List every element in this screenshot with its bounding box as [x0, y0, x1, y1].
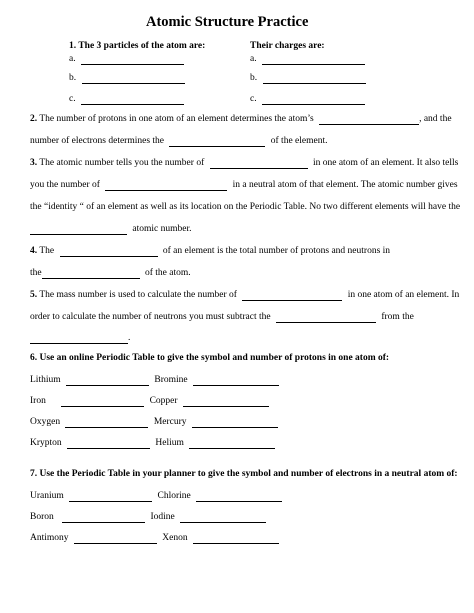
q3-line-4: [30, 223, 191, 235]
q1-particle-a-field[interactable]: [81, 54, 184, 65]
q7-element-antimony: Antimony: [30, 533, 69, 543]
page-title: Atomic Structure Practice: [146, 14, 309, 30]
q1-charge-b: [250, 72, 366, 84]
q3-line-3: the “identity “ of an element as well as its location on the Periodic Table. No two different elements will have the: [30, 202, 461, 212]
q7-element-boron: Boron: [30, 512, 54, 522]
q2-text-1a: The number of protons in one atom of an element determines the atom’s: [39, 114, 314, 124]
q1-charge-c: [250, 93, 365, 105]
q4-blank-2[interactable]: [42, 268, 140, 279]
q5-blank-2[interactable]: [276, 312, 376, 323]
q7-uranium-field[interactable]: [69, 491, 152, 502]
q1-header: 1. The 3 particles of the atom are:: [69, 41, 206, 51]
q6-bromine-field[interactable]: [193, 375, 279, 386]
q1-letter-c: c.: [69, 94, 76, 104]
q3-line-1: [30, 157, 458, 169]
q3-blank-2[interactable]: [105, 180, 227, 191]
q3-text-1b: in one atom of an element. It also tells: [312, 158, 459, 168]
q6-row-1: [30, 374, 279, 386]
q2-line-1: [30, 113, 452, 125]
q1-charge-letter-b: b.: [250, 73, 258, 83]
q2-text-2a: number of electrons determines the: [30, 136, 165, 146]
q1-charge-b-field[interactable]: [263, 73, 366, 84]
q6-row-4: [30, 437, 275, 449]
q1-letter-b: b.: [69, 73, 77, 83]
q5-blank-1[interactable]: [242, 290, 342, 301]
q2-line-2: [30, 135, 327, 147]
q6-element-helium: Helium: [155, 438, 184, 448]
q1-charges-header: Their charges are:: [250, 41, 325, 51]
q5-text-1c: In: [451, 290, 460, 300]
q6-copper-field[interactable]: [183, 396, 269, 407]
q1-letter-a: a.: [69, 54, 76, 64]
q7-boron-field[interactable]: [62, 512, 145, 523]
q2-number: 2.: [30, 114, 38, 124]
q5-text-2c: from the: [381, 312, 414, 322]
q7-chlorine-field[interactable]: [196, 491, 282, 502]
q6-element-lithium: Lithium: [30, 375, 61, 385]
q6-helium-field[interactable]: [189, 438, 275, 449]
q7-element-chlorine: Chlorine: [157, 491, 191, 501]
q3-number: 3.: [30, 158, 38, 168]
q4-text-1b: of an element is the total number of protons and neutrons in: [162, 246, 391, 256]
q5-line-3: [30, 332, 130, 344]
q1-charge-a: [250, 53, 365, 65]
q7-element-xenon: Xenon: [162, 533, 188, 543]
q4-line-2: [30, 267, 191, 279]
q1-particle-b-field[interactable]: [82, 73, 185, 84]
q6-element-mercury: Mercury: [153, 417, 187, 427]
q2-text-1b: , and the: [419, 114, 452, 124]
q6-element-bromine: Bromine: [154, 375, 188, 385]
q2-blank-1[interactable]: [319, 114, 419, 125]
q7-element-iodine: Iodine: [150, 512, 175, 522]
q1-charge-a-field[interactable]: [262, 54, 365, 65]
q6-header: 6. Use an online Periodic Table to give the symbol and number of protons in one atom of:: [30, 353, 390, 363]
q6-oxygen-field[interactable]: [65, 417, 148, 428]
q6-krypton-field[interactable]: [67, 438, 150, 449]
q6-lithium-field[interactable]: [66, 375, 149, 386]
q3-blank-3[interactable]: [30, 224, 127, 235]
q5-text-1b: in one atom of an element.: [347, 290, 449, 300]
q6-row-3: [30, 416, 278, 428]
q4-line-1: [30, 245, 390, 257]
q4-text-1a: The: [39, 246, 55, 256]
q7-iodine-field[interactable]: [180, 512, 266, 523]
q3-text-2b: in a neutral atom of that element. The atomic number gives: [232, 180, 458, 190]
q6-mercury-field[interactable]: [192, 417, 278, 428]
q1-particle-a: [69, 53, 184, 65]
q5-text-3b: .: [128, 333, 131, 343]
q6-row-2: [30, 395, 269, 407]
q7-element-uranium: Uranium: [30, 491, 64, 501]
q7-row-1: [30, 490, 282, 502]
q5-text-2b: order to calculate the number of neutrons you must subtract the: [30, 312, 271, 322]
q6-iron-field[interactable]: [61, 396, 144, 407]
q1-charge-letter-c: c.: [250, 94, 257, 104]
q4-number: 4.: [30, 246, 38, 256]
q3-text-4b: atomic number.: [132, 224, 192, 234]
q3-text-2a: you the number of: [30, 180, 100, 190]
q4-text-2a: the: [30, 268, 42, 278]
q5-line-1: [30, 289, 459, 301]
q5-text-1a: The mass number is used to calculate the number of: [39, 290, 237, 300]
q7-antimony-field[interactable]: [74, 533, 157, 544]
q7-header: 7. Use the Periodic Table in your planner to give the symbol and number of electrons in a neutral atom of:: [30, 469, 458, 479]
q3-line-2: [30, 179, 458, 191]
q1-particle-b: [69, 72, 185, 84]
q6-element-krypton: Krypton: [30, 438, 62, 448]
q1-particle-c: [69, 93, 184, 105]
q6-element-oxygen: Oxygen: [30, 417, 61, 427]
q5-blank-3[interactable]: [30, 333, 131, 344]
q5-number: 5.: [30, 290, 38, 300]
q3-text-1a: The atomic number tells you the number of: [39, 158, 205, 168]
q4-blank-1[interactable]: [60, 246, 158, 257]
q2-text-2b: of the element.: [270, 136, 328, 146]
q5-line-2: [30, 311, 414, 323]
q4-text-2b: of the atom.: [144, 268, 191, 278]
q2-blank-2[interactable]: [169, 136, 265, 147]
q7-row-2: [30, 511, 266, 523]
q7-xenon-field[interactable]: [193, 533, 279, 544]
q6-element-copper: Copper: [149, 396, 178, 406]
q6-element-iron: Iron: [30, 396, 46, 406]
q1-particle-c-field[interactable]: [81, 94, 184, 105]
q3-blank-1[interactable]: [210, 158, 308, 169]
q1-charge-c-field[interactable]: [262, 94, 365, 105]
q7-row-3: [30, 532, 279, 544]
q1-charge-letter-a: a.: [250, 54, 257, 64]
